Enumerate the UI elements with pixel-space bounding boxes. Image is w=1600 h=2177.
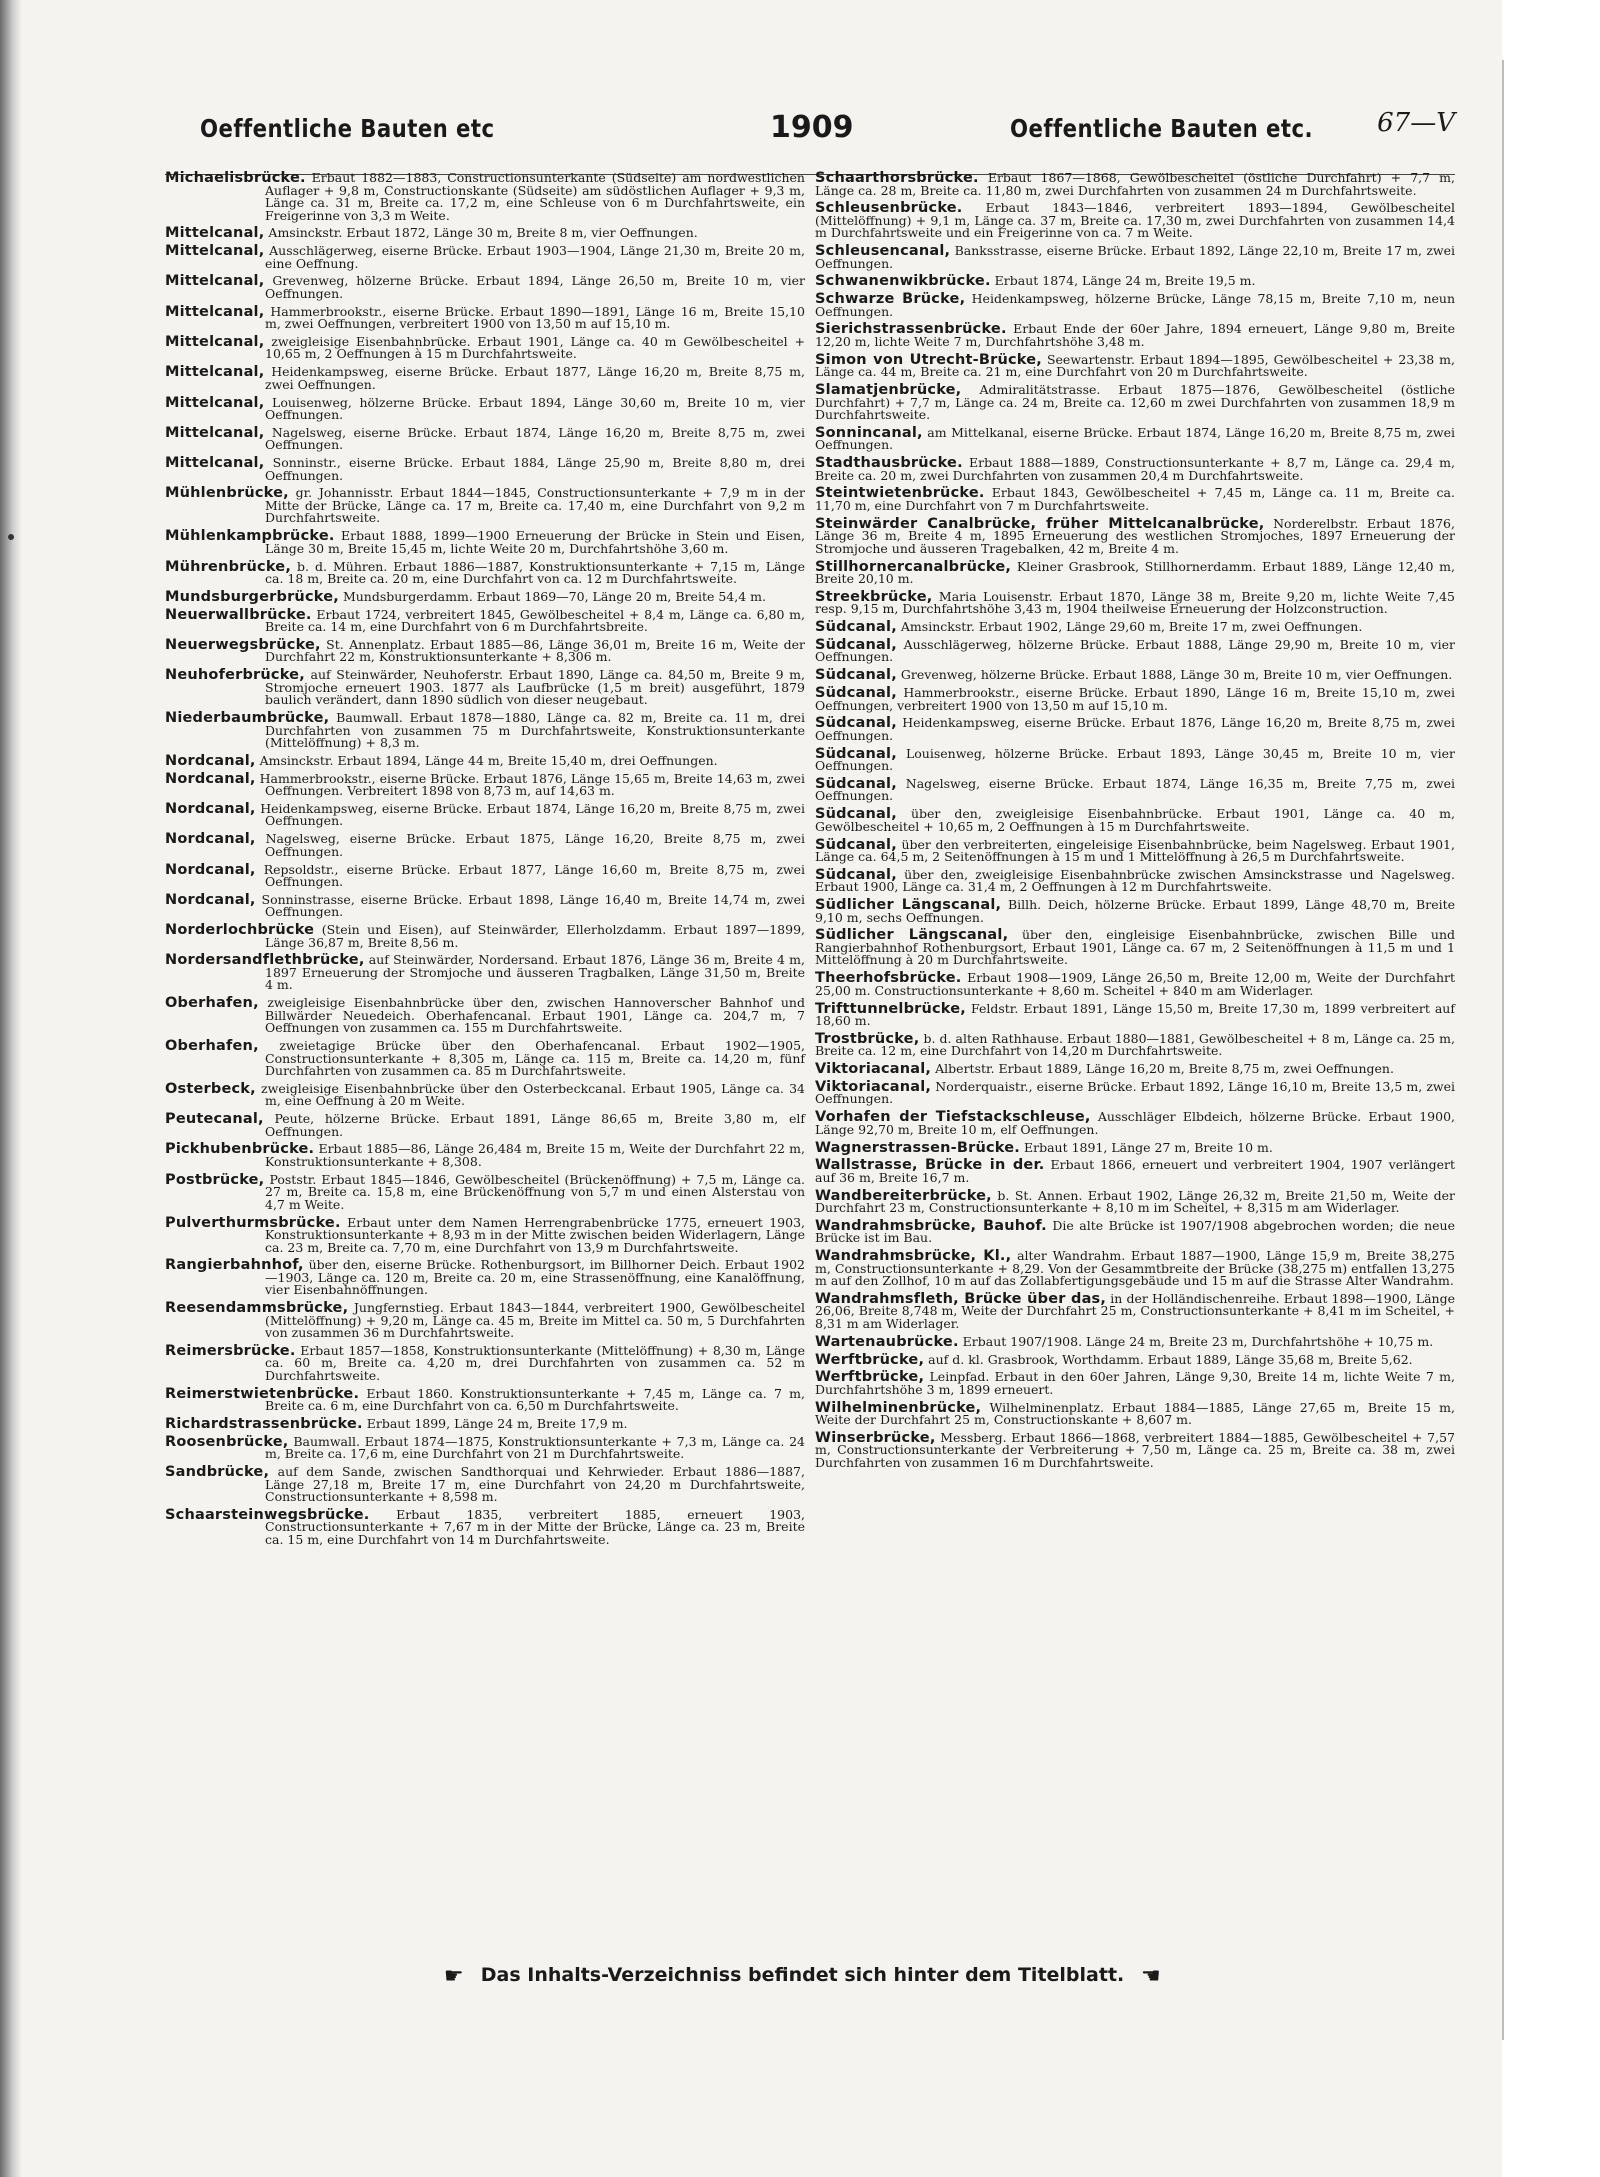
entry-description: Erbaut 1835, verbreitert 1885, erneuert 1903, Constructionsunterkante + 7,67 m in der Mitte der Brücke, Länge ca. 23 m, Breite ca. 15 m, eine Durchfahrt von 14 m Durchfahrtsweite. [265,1506,806,1547]
entry-description: Erbaut 1885—86, Länge 26,484 m, Breite 15 m, Weite der Durchfahrt 22 m, Konstruktionsunterkante + 8,308. [265,1141,805,1169]
list-item [165,424,805,453]
list-item [165,1143,805,1168]
entry-name: Schleusencanal, [815,243,951,260]
entry-description: zweigleisige Eisenbahnbrücke über den Osterbeckcanal. Erbaut 1905, Länge ca. 34 m, eine Oeffnung à 20 m Weite. [261,1080,805,1109]
list-item [165,1080,805,1109]
entry-description: Messberg. Erbaut 1866—1868, verbreitert 1884—1885, Gewölbescheitel + 7,57 m, Constructionsunterkante der Verbreiterung + 7,50 m, Länge ca. 25 m, Breite ca. 38 m, zwei Durchfahrten von zusammen 16 m Durchfahrtsweite. [815,1429,1455,1470]
entry-name: Südcanal, [815,745,897,762]
entry-description: Maria Louisenstr. Erbaut 1870, Länge 38 m, Breite 9,20 m, lichte Weite 7,45 resp. 9,15 m, Durchfahrtshöhe 3,43 m, 1904 theilweise Erneuerung der Holzconstruction. [815,588,1455,617]
entry-name: Wagnerstrassen-Brücke. [815,1139,1020,1156]
entry-name: Nordcanal, [165,800,256,817]
list-item [815,1111,1455,1136]
entry-name: Theerhofsbrücke. [815,970,962,987]
entry-name: Sierichstrassenbrücke. [815,321,1007,338]
entry-name: Südlicher Längscanal, [815,927,1009,944]
document-page [150,92,1455,2022]
entry-description: Heidenkampsweg, hölzerne Brücke, Länge 78,15 m, Breite 7,10 m, neun Oeffnungen. [815,291,1455,319]
entry-name: Schleusenbrücke. [815,200,963,217]
entry-name: Winserbrücke, [815,1429,936,1446]
list-item [165,669,805,707]
entry-description: (Stein und Eisen), auf Steinwärder, Ellerholzdamm. Erbaut 1897—1899, Länge 36,87 m, Breite 8,56 m. [265,922,805,950]
entry-description: Amsinckstr. Erbaut 1872, Länge 30 m, Breite 8 m, vier Oeffnungen. [268,225,698,241]
entry-name: Viktoriacanal, [815,1078,932,1095]
entry-name: Südcanal, [815,619,897,636]
entry-name: Wandrahmsfleth, Brücke über das, [815,1290,1107,1307]
list-item [165,1214,805,1255]
entry-description: Leinpfad. Erbaut in den 60er Jahren, Länge 9,30, Breite 14 m, lichte Weite 7 m, Durchfahrtshöhe 3 m, 1899 erneuert. [815,1369,1455,1397]
entry-description: b. d. alten Rathhause. Erbaut 1880—1881, Gewölbescheitel + 8 m, Länge ca. 25 m, Breite ca. 12 m, eine Durchfahrt von 14,20 m Durchfahrtsweite. [815,1030,1455,1059]
entry-name: Oberhafen, [165,995,259,1012]
entry-description: Erbaut 1724, verbreitert 1845, Gewölbescheitel + 8,4 m, Länge ca. 6,80 m, Breite ca. 14 m, eine Durchfahrt von 6 m Durchfahrtsbreite. [265,606,805,635]
entry-name: Mittelcanal, [165,424,265,441]
entry-description: Kleiner Grasbrook, Stillhornerdamm. Erbaut 1889, Länge 12,40 m, Breite 20,10 m. [815,558,1455,587]
entry-name: Osterbeck, [165,1080,256,1097]
entry-name: Nordersandflethbrücke, [165,952,365,969]
entry-name: Slamatjenbrücke, [815,382,962,399]
entry-description: Erbaut 1874, Länge 24 m, Breite 19,5 m. [994,273,1256,289]
entry-name: Viktoriacanal, [815,1061,932,1078]
entry-name: Oberhafen, [165,1038,259,1055]
list-item [815,836,1455,865]
entry-description: Sonninstr., eiserne Brücke. Erbaut 1884, Länge 25,90 m, Breite 8,80 m, drei Oeffnungen. [265,455,805,483]
entry-name: Postbrücke, [165,1171,265,1188]
entry-description: Die alte Brücke ist 1907/1908 abgebrochen worden; die neue Brücke ist im Bau. [815,1217,1455,1246]
entry-description: Heidenkampsweg, eiserne Brücke. Erbaut 1877, Länge 16,20 m, Breite 8,75 m, zwei Oeffnungen. [265,364,806,392]
entry-name: Wandbereiterbrücke, [815,1187,992,1204]
entry-name: Werftbrücke, [815,1369,925,1386]
entry-name: Südcanal, [815,775,897,792]
list-item [165,457,805,482]
entry-name: Nordcanal, [165,770,256,787]
entry-name: Mittelcanal, [165,333,265,350]
entry-name: Stillhornercanalbrücke, [815,558,1012,575]
entry-name: Südcanal, [815,806,897,823]
list-item [815,899,1455,924]
header-left-title: Oeffentliche Bauten etc [200,114,495,143]
scan-edge-left [0,0,22,2177]
list-item [165,891,805,920]
entry-description: über den, eiserne Brücke. Rothenburgsort, im Billhorner Deich. Erbaut 1902—1903, Länge ca. 120 m, Breite ca. 20 m, eine Strassenöffnung, eine Kanalöffnung, vier Eisenbahnöffnungen. [265,1257,805,1298]
list-item [165,1259,805,1297]
list-item [165,530,805,555]
entry-description: Hammerbrookstr., eiserne Brücke. Erbaut 1890—1891, Länge 16 m, Breite 15,10 m, zwei Oeffnungen, verbreitert 1900 von 13,50 m auf 15,10 m. [265,303,805,332]
entry-description: Wilhelminenplatz. Erbaut 1884—1885, Länge 27,65 m, Breite 15 m, Weite der Durchfahrt 25 m, Constructionskante + 8,607 m. [815,1399,1455,1428]
entry-description: Amsinckstr. Erbaut 1894, Länge 44 m, Breite 15,40 m, drei Oeffnungen. [259,752,718,768]
list-item [165,997,805,1035]
list-item [815,669,1455,682]
list-item [165,275,805,300]
entry-name: Mühlenkampbrücke. [165,528,335,545]
entry-name: Nordcanal, [165,752,256,769]
list-item [815,621,1455,634]
entry-description: Erbaut 1899, Länge 24 m, Breite 17,9 m. [366,1415,628,1431]
list-item [815,323,1455,348]
entry-description: Erbaut 1866, erneuert und verbreitert 1904, 1907 verlängert auf 36 m, Breite 16,7 m. [815,1157,1455,1185]
page-footer [150,1964,1455,1989]
entry-name: Mundsburgerbrücke, [165,588,339,605]
entry-name: Nordcanal, [165,831,256,848]
entry-description: Amsinckstr. Erbaut 1902, Länge 29,60 m, Breite 17 m, zwei Oeffnungen. [900,619,1363,635]
entry-name: Mittelcanal, [165,303,265,320]
entry-description: Hammerbrookstr., eiserne Brücke. Erbaut 1890, Länge 16 m, Breite 15,10 m, zwei Oeffnungen, verbreitert 1900 von 13,50 m auf 15,10 m. [815,685,1455,713]
list-item [815,293,1455,318]
list-item [165,1302,805,1340]
list-item [165,394,805,423]
entry-description: Ausschlägerweg, eiserne Brücke. Erbaut 1903—1904, Länge 21,30 m, Breite 20 m, eine Oeffnung. [265,243,805,271]
list-item [165,606,805,635]
list-item [815,558,1455,587]
entry-name: Nordcanal, [165,861,256,878]
entry-name: Streekbrücke, [815,588,933,605]
list-item [815,275,1455,288]
header-year: 1909 [770,110,854,145]
entry-name: Steintwietenbrücke. [815,485,985,502]
entry-description: zweietagige Brücke über den Oberhafencanal. Erbaut 1902—1905, Constructionsunterkante + 8,305 m, Länge ca. 115 m, Breite ca. 14,20 m, fünf Durchfahrten von zusammen ca. 85 m Durchfahrtsweite. [265,1038,805,1079]
entry-description: Erbaut 1860. Konstruktionsunterkante + 7,45 m, Länge ca. 7 m, Breite ca. 6 m, eine Durchfahrt von ca. 6,50 m Durchfahrtsweite. [265,1385,805,1414]
list-item [165,800,806,829]
entry-description: über den verbreiterten, eingeleisige Eisenbahnbrücke, beim Nagelsweg. Erbaut 1901, Länge ca. 64,5 m, 2 Seitenöffnungen à 15 m und 1 Mittelöffnung à 26,5 m Durchfahrtsweite. [815,836,1455,865]
list-item [165,1342,805,1383]
page-header [150,108,1455,154]
list-item [165,752,805,769]
entry-description: Nagelsweg, eiserne Brücke. Erbaut 1874, Länge 16,20 m, Breite 8,75 m, zwei Oeffnungen. [265,424,805,453]
list-item [165,1415,805,1432]
entry-name: Roosenbrücke, [165,1433,289,1450]
entry-description: Louisenweg, hölzerne Brücke. Erbaut 1894, Länge 30,60 m, Breite 10 m, vier Oeffnungen. [265,394,805,423]
entry-description: Admiralitätstrasse. Erbaut 1875—1876, Gewölbescheitel (östliche Durchfahrt) + 7,7 m, Länge ca. 24 m, Breite ca. 12,60 m zwei Durchfahrten von zusammen 18,9 m Durchfahrtsweite. [815,382,1455,423]
entry-name: Mührenbrücke, [165,558,292,575]
entry-name: Trostbrücke, [815,1030,920,1047]
list-item [815,636,1455,665]
entry-description: Jungfernstieg. Erbaut 1843—1844, verbreitert 1900, Gewölbescheitel (Mittelöffnung) + 9,20 m, Länge ca. 45 m, Breite im Mittel ca. 50 m, 5 Durchfahrten von zusammen 36 m Durchfahrtsweite. [265,1300,805,1341]
entry-description: Erbaut Ende der 60er Jahre, 1894 erneuert, Länge 9,80 m, Breite 12,20 m, lichte Weite 7 m, Durchfahrtshöhe 3,48 m. [815,321,1455,349]
list-item [165,588,805,605]
list-item [815,1399,1455,1428]
entry-name: Südlicher Längscanal, [815,897,1002,914]
entry-description: Grevenweg, hölzerne Brücke. Erbaut 1894, Länge 26,50 m, Breite 10 m, vier Oeffnungen. [265,273,805,301]
list-item [815,515,1455,556]
list-item [165,1171,805,1212]
entry-description: Nagelsweg, eiserne Brücke. Erbaut 1874, Länge 16,35 m, Breite 7,75 m, zwei Oeffnungen. [815,775,1455,804]
list-item [815,745,1455,774]
list-item [165,712,805,750]
list-item [815,1139,1455,1156]
list-item [815,1187,1455,1216]
entry-description: Mundsburgerdamm. Erbaut 1869—70, Länge 20 m, Breite 54,4 m. [342,588,766,604]
entry-name: Reimerstwietenbrücke. [165,1385,360,1402]
list-item [165,1040,805,1078]
entry-description: Grevenweg, hölzerne Brücke. Erbaut 1888, Länge 30 m, Breite 10 m, vier Oeffnungen. [900,667,1453,683]
entry-description: auf dem Sande, zwischen Sandthorquai und Kehrwieder. Erbaut 1886—1887, Länge 27,18 m, Breite 17 m, eine Durchfahrt von 24,20 m Durchfahrtsweite, Constructionsunterkante + 8,598 m. [265,1464,805,1505]
list-item [815,1250,1455,1288]
footer-text: Das Inhalts-Verzeichniss befindet sich hinter dem Titelblatt. [480,1964,1125,1986]
margin-dot [8,534,14,540]
entry-description: zweigleisige Eisenbahnbrücke über den, zwischen Hannoverscher Bahnhof und Billwärder Neuedeich. Oberhafencanal. Erbaut 1901, Länge ca. 204,7 m, 7 Oeffnungen von zusammen ca. 155 m Durchfahrtsweite. [265,995,805,1036]
entry-description: b. d. Mühren. Erbaut 1886—1887, Konstruktionsunterkante + 7,15 m, Länge ca. 18 m, Breite ca. 20 m, eine Durchfahrt von ca. 12 m Durchfahrtsweite. [265,558,805,587]
entry-description: Erbaut 1867—1868, Gewölbescheitel (östliche Durchfahrt) + 7,7 m, Länge ca. 28 m, Breite ca. 11,80 m, zwei Durchfahrten von zusammen 24 m Durchfahrtsweite. [815,170,1455,198]
entry-description: Nagelsweg, eiserne Brücke. Erbaut 1875, Länge 16,20, Breite 8,75 m, zwei Oeffnungen. [265,831,805,859]
list-item [815,1217,1455,1246]
list-item [815,972,1455,997]
list-item [815,1000,1455,1029]
entry-description: Billh. Deich, hölzerne Brücke. Erbaut 1899, Länge 48,70 m, Breite 9,10 m, sechs Oeffnungen. [815,897,1456,925]
entry-description: am Mittelkanal, eiserne Brücke. Erbaut 1874, Länge 16,20 m, Breite 8,75 m, zwei Oeffnungen. [815,424,1455,453]
entry-description: Ausschläger Elbdeich, hölzerne Brücke. Erbaut 1900, Länge 92,70 m, Breite 10 m, elf Oeffnungen. [815,1109,1455,1137]
entry-name: Südcanal, [815,636,897,653]
entry-description: auf Steinwärder, Nordersand. Erbaut 1876, Länge 36 m, Breite 4 m, 1897 Erneuerung der Stromjoche und äusseren Tragbalken, Länge 31,50 m, Breite 4 m. [265,952,805,993]
entry-description: zweigleisige Eisenbahnbrücke. Erbaut 1901, Länge ca. 40 m Gewölbescheitel + 10,65 m, 2 Oeffnungen à 15 m Durchfahrtsweite. [265,333,805,362]
entry-name: Pulverthurmsbrücke. [165,1214,341,1231]
entry-description: Erbaut 1908—1909, Länge 26,50 m, Breite 12,00 m, Weite der Durchfahrt 25,00 m. Constructionsunterkante + 8,60 m. Scheitel + 840 m am Widerlager. [815,970,1455,998]
left-column [165,172,805,1552]
list-item [165,487,805,525]
entry-description: Erbaut 1888—1889, Constructionsunterkante + 8,7 m, Länge ca. 29,4 m, Breite ca. 20 m, zwei Durchfahrten von zusammen 20,4 m Durchfahrtsweite. [815,455,1455,483]
list-item [815,775,1455,804]
entry-description: alter Wandrahm. Erbaut 1887—1900, Länge 15,9 m, Breite 38,275 m, Constructionsunterkante + 8,29. Von der Gesammtbreite der Brücke (38,275 m) entfallen 13,275 m auf den Zollhof, 10 m auf das Zollabfertigungsgebäude und 15 m auf die Strasse Alter Wandrahm. [815,1248,1455,1289]
list-item [165,770,805,799]
list-item [165,636,805,665]
list-item [165,924,805,949]
entry-name: Mittelcanal, [165,273,265,290]
entry-description: Erbaut 1843—1846, verbreitert 1893—1894, Gewölbescheitel (Mittelöffnung) + 9,1 m, Länge ca. 37 m, Breite ca. 17,30 m, zwei Durchfahrten von zusammen 14,4 m Durchfahrtsweite und ein Freigerinne von ca. 7 m Weite. [815,200,1455,241]
list-item [815,172,1455,197]
list-item [815,1290,1455,1331]
list-item [165,333,805,362]
entry-description: Erbaut 1882—1883, Constructionsunterkante (Südseite) am nordwestlichen Auflager + 9,8 m, Constructionskante (Südseite) am südöstlichen Auflager + 9,3 m, Länge ca. 31 m, Breite ca. 17,2 m, eine Schleuse von 6 m Durchfahrtsweite, ein Freigerinne von 3,3 m Weite. [265,170,805,223]
entry-name: Wilhelminenbrücke, [815,1399,982,1416]
entry-description: Erbaut 1891, Länge 27 m, Breite 10 m. [1023,1139,1273,1155]
list-item [165,1433,805,1462]
list-item [165,1506,806,1547]
list-item [165,1385,805,1414]
entry-description: Feldstr. Erbaut 1891, Länge 15,50 m, Breite 17,30 m, 1899 verbreitert auf 18,60 m. [815,1000,1455,1029]
entry-description: Banksstrasse, eiserne Brücke. Erbaut 1892, Länge 22,10 m, Breite 17 m, zwei Oeffnungen. [815,243,1455,271]
entry-name: Reimersbrücke. [165,1342,296,1359]
entry-name: Sandbrücke, [165,1464,270,1481]
entry-name: Stadthausbrücke. [815,455,963,472]
entry-description: gr. Johannisstr. Erbaut 1844—1845, Constructionsunterkante + 7,9 m in der Mitte der Brücke, Länge ca. 17 m, Breite ca. 17,40 m, eine Durchfahrt von 9,2 m Durchfahrtsweite. [265,485,805,526]
entry-description: Norderquaistr., eiserne Brücke. Erbaut 1892, Länge 16,10 m, Breite 13,5 m, zwei Oeffnungen. [815,1078,1455,1107]
header-right-title: Oeffentliche Bauten etc. [1010,114,1313,143]
list-item [165,227,805,240]
list-item [815,808,1455,833]
entry-description: Albertstr. Erbaut 1889, Länge 16,20 m, Breite 8,75 m, zwei Oeffnungen. [935,1061,1394,1077]
entry-name: Neuhoferbrücke, [165,667,305,684]
entry-name: Wandrahmsbrücke, Bauhof. [815,1217,1047,1234]
entry-name: Schwarze Brücke, [815,291,966,308]
entry-name: Südcanal, [815,866,897,883]
entry-name: Südcanal, [815,715,897,732]
entry-description: Poststr. Erbaut 1845—1846, Gewölbescheitel (Brückenöffnung) + 7,5 m, Länge ca. 27 m, Breite ca. 15,8 m, eine Brückenöffnung von 5,7 m und einen Alsterstau von 4,7 m Weite. [265,1171,805,1212]
right-column [815,172,1455,1475]
entry-description: Ausschlägerweg, hölzerne Brücke. Erbaut 1888, Länge 29,90 m, Breite 10 m, vier Oeffnungen. [815,636,1455,665]
list-item [815,1351,1455,1368]
list-item [815,1371,1455,1396]
entry-description: Heidenkampsweg, eiserne Brücke. Erbaut 1876, Länge 16,20 m, Breite 8,75 m, zwei Oeffnungen. [815,715,1455,743]
entry-description: b. St. Annen. Erbaut 1902, Länge 26,32 m, Breite 21,50 m, Weite der Durchfahrt 23 m, Constructionsunterkante + 8,10 m im Scheitel, + 8,315 m am Widerlager. [815,1187,1455,1216]
entry-description: Repsoldstr., eiserne Brücke. Erbaut 1877, Länge 16,60 m, Breite 8,75 m, zwei Oeffnungen. [263,861,805,890]
pointing-hand-left-icon: ☛ [443,1964,464,1989]
list-item [165,245,805,270]
list-item [815,1333,1455,1350]
list-item [815,1429,1455,1470]
list-item [815,1159,1455,1184]
entry-description: Louisenweg, hölzerne Brücke. Erbaut 1893, Länge 30,45 m, Breite 10 m, vier Oeffnungen. [815,745,1455,774]
entry-name: Mittelcanal, [165,455,265,472]
entry-description: Erbaut 1857—1858, Konstruktionsunterkante (Mittelöffnung) + 8,30 m, Länge ca. 60 m, Breite ca. 4,20 m, drei Durchfahrten von zusammen ca. 52 m Durchfahrtsweite. [265,1342,805,1383]
list-item [165,172,805,222]
entry-description: Baumwall. Erbaut 1874—1875, Konstruktionsunterkante + 7,3 m, Länge ca. 24 m, Breite ca. 17,6 m, eine Durchfahrt von 21 m Durchfahrtsweite. [265,1433,805,1462]
entry-name: Schaarsteinwegsbrücke. [165,1506,370,1523]
list-item [815,202,1455,240]
list-item [165,303,805,332]
entry-description: auf Steinwärder, Neuhoferstr. Erbaut 1890, Länge ca. 84,50 m, Breite 9 m, Stromjoche erneuert 1903. 1877 als Laufbrücke (1,5 m breit) ausgeführt, 1879 baulich verändert, dann 1890 südlich von dieser neugebaut. [265,667,805,708]
entry-description: Norderelbstr. Erbaut 1876, Länge 36 m, Breite 4 m, 1895 Erneuerung des westlichen Stromjoches, 1897 Erneuerung der Stromjoche und äusseren Tragebalken, 42 m, Breite 4 m. [815,515,1455,556]
entry-description: über den, zweigleisige Eisenbahnbrücke zwischen Amsinckstrasse und Nagelsweg. Erbaut 1900, Länge ca. 31,4 m, 2 Oeffnungen à 12 m Durchfahrtsweite. [815,866,1455,895]
entry-description: Erbaut 1888, 1899—1900 Erneuerung der Brücke in Stein und Eisen, Länge 30 m, Breite 15,45 m, lichte Weite 20 m, Durchfahrtshöhe 3,60 m. [265,528,805,556]
list-item [165,954,805,992]
entry-name: Schwanenwikbrücke. [815,273,991,290]
list-item [815,1063,1455,1076]
pointing-hand-right-icon: ☛ [1141,1964,1162,1989]
entry-description: Baumwall. Erbaut 1878—1880, Länge ca. 82 m, Breite ca. 11 m, drei Durchfahrten von zusammen 75 m Durchfahrtsweite, Konstruktionsunterkante (Mittelöffnung) + 8,3 m. [265,710,805,751]
entry-name: Steinwärder Canalbrücke, früher Mittelcanalbrücke, [815,515,1265,532]
entry-name: Schaarthorsbrücke. [815,170,979,186]
entry-name: Werftbrücke, [815,1351,925,1368]
entry-name: Rangierbahnhof, [165,1257,304,1274]
entry-description: Erbaut 1843, Gewölbescheitel + 7,45 m, Länge ca. 11 m, Breite ca. 11,70 m, eine Durchfahrt von 7 m Durchfahrtsweite. [815,485,1455,513]
entry-name: Peutecanal, [165,1111,264,1128]
entry-name: Wandrahmsbrücke, Kl., [815,1248,1012,1265]
list-item [165,558,805,587]
list-item [815,487,1455,512]
entry-name: Reesendammsbrücke, [165,1300,349,1317]
list-item [165,366,805,391]
entry-name: Sonnincanal, [815,424,923,441]
list-item [815,1078,1455,1107]
entry-name: Niederbaumbrücke, [165,710,330,727]
entry-description: über den, eingleisige Eisenbahnbrücke, zwischen Bille und Rangierbahnhof Rothenburgsort, Erbaut 1901, Länge ca. 67 m, 2 Seitenöffnungen à 11,5 m und 1 Mittelöffnung à 20 m Durchfahrtsweite. [815,927,1456,968]
entry-name: Pickhubenbrücke. [165,1141,315,1158]
entry-name: Mittelcanal, [165,364,265,381]
header-page-number: 67—V [1377,108,1455,138]
entry-name: Richardstrassenbrücke. [165,1415,363,1432]
entry-name: Neuerwallbrücke. [165,606,312,623]
list-item [815,717,1455,742]
entry-name: Simon von Utrecht-Brücke, [815,351,1042,368]
entry-name: Mittelcanal, [165,394,265,411]
list-item [815,351,1455,380]
entry-name: Norderlochbrücke [165,922,315,939]
entry-name: Südcanal, [815,667,897,684]
entry-name: Mühlenbrücke, [165,485,289,502]
entry-name: Trifttunnelbrücke, [815,1000,967,1017]
list-item [815,929,1455,967]
list-item [815,424,1455,453]
entry-description: Peute, hölzerne Brücke. Erbaut 1891, Länge 86,65 m, Breite 3,80 m, elf Oeffnungen. [265,1111,805,1139]
entry-name: Michaelisbrücke. [165,170,306,186]
entry-description: Erbaut unter dem Namen Herrengrabenbrücke 1775, erneuert 1903, Konstruktionsunterkante + 8,93 m in der Mitte zwischen beiden Widerlagern, Länge ca. 23 m, Breite ca. 7,70 m, eine Durchfahrt von 13,9 m Durchfahrtsweite. [265,1214,805,1255]
entry-description: in der Holländischenreihe. Erbaut 1898—1900, Länge 26,06, Breite 8,748 m, Weite der Durchfahrt 25 m, Constructionsunterkante + 8,41 m im Scheitel, + 8,31 m am Widerlager. [815,1290,1455,1331]
entry-name: Wallstrasse, Brücke in der. [815,1157,1045,1174]
entry-name: Mittelcanal, [165,243,265,260]
entry-name: Mittelcanal, [165,225,265,242]
scan-edge-right [1502,0,1600,2177]
entry-description: Hammerbrookstr., eiserne Brücke. Erbaut 1876, Länge 15,65 m, Breite 14,63 m, zwei Oeffnungen. Verbreitert 1898 von 8,73 m, auf 14,63 m. [259,770,805,799]
entry-name: Südcanal, [815,685,897,702]
entry-description: Seewartenstr. Erbaut 1894—1895, Gewölbescheitel + 23,38 m, Länge ca. 44 m, Breite ca. 21 m, eine Durchfahrt von 20 m Durchfahrtsweite. [815,351,1455,380]
list-item [815,866,1455,895]
entry-name: Vorhafen der Tiefstackschleuse, [815,1109,1091,1126]
entry-description: St. Annenplatz. Erbaut 1885—86, Länge 36,01 m, Breite 16 m, Weite der Durchfahrt 22 m, Konstruktionsunterkante + 8,306 m. [265,636,805,665]
entry-description: auf d. kl. Grasbrook, Worthdamm. Erbaut 1889, Länge 35,68 m, Breite 5,62. [928,1351,1413,1367]
entry-name: Südcanal, [815,836,897,853]
list-item [165,1113,805,1138]
entry-name: Wartenaubrücke. [815,1333,959,1350]
entry-description: Sonninstrasse, eiserne Brücke. Erbaut 1898, Länge 16,40 m, Breite 14,74 m, zwei Oeffnungen. [261,891,805,920]
list-item [815,384,1455,422]
list-item [815,1030,1455,1059]
list-item [165,1466,805,1504]
entry-description: Erbaut 1907/1908. Länge 24 m, Breite 23 m, Durchfahrtshöhe + 10,75 m. [962,1333,1434,1349]
entry-name: Nordcanal, [165,891,256,908]
list-item [815,588,1455,617]
list-item [815,245,1455,270]
list-item [165,833,805,858]
list-item [165,861,805,890]
entry-description: Heidenkampsweg, eiserne Brücke. Erbaut 1874, Länge 16,20 m, Breite 8,75 m, zwei Oeffnungen. [260,800,806,829]
entry-description: über den, zweigleisige Eisenbahnbrücke. Erbaut 1901, Länge ca. 40 m, Gewölbescheitel + 10,65 m, 2 Oeffnungen à 15 m Durchfahrtsweite. [815,806,1455,834]
list-item [815,687,1455,712]
list-item [815,457,1455,482]
entry-name: Neuerwegsbrücke, [165,636,321,653]
